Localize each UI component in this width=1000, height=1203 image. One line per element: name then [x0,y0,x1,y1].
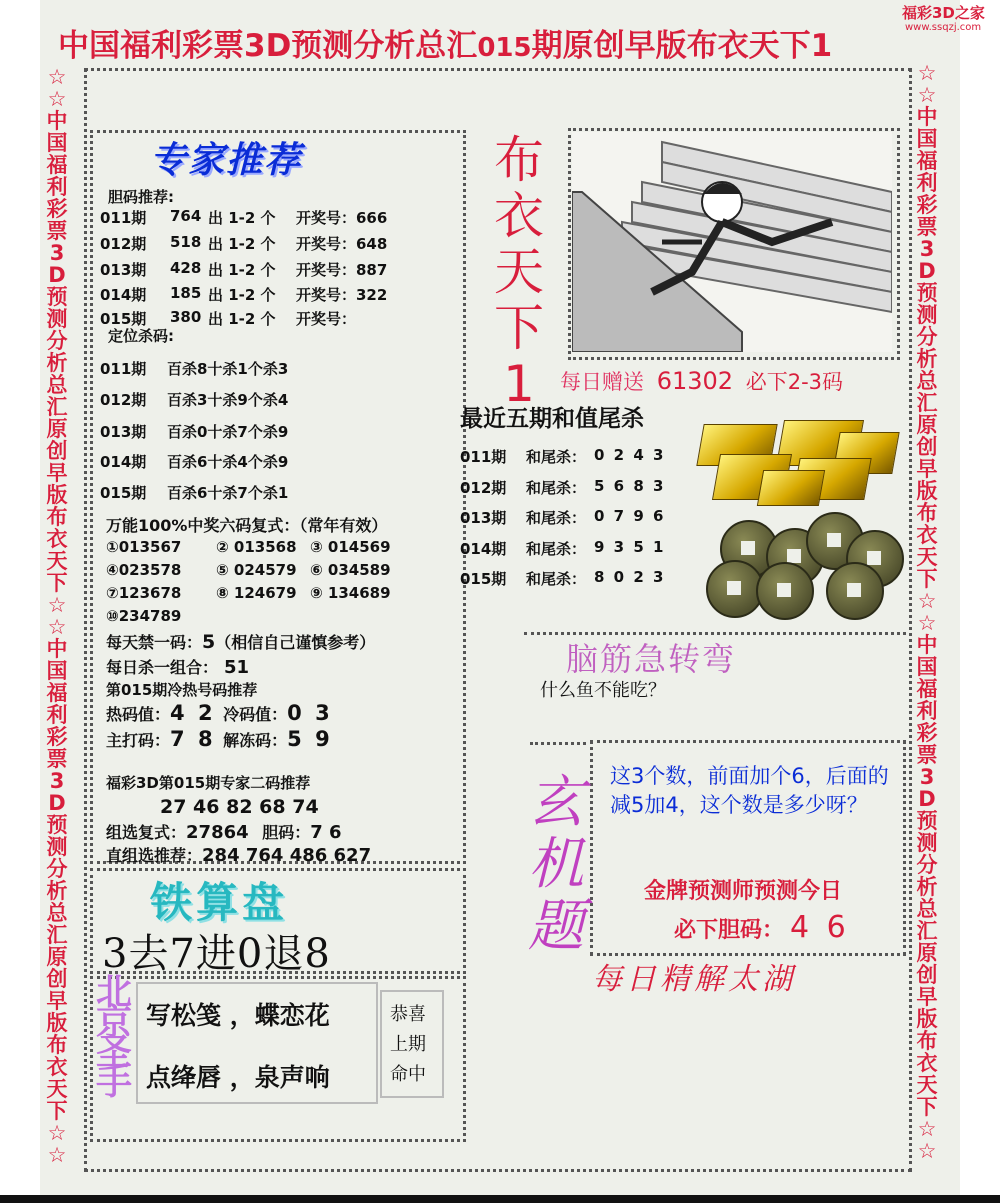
dan-out: 出 1-2 个 [208,310,276,328]
six-code-item: ①013567 [106,538,182,556]
dan-out: 出 1-2 个 [208,235,276,253]
two-code-numbers: 27 46 82 68 74 [160,796,319,818]
kill-issue: 015期 [100,484,147,502]
gift-line [560,366,843,396]
six-code-heading: 万能100%中奖六码复式：（常年有效） [106,516,388,535]
coin [826,562,884,620]
dan-result: 开奖号：887 [296,261,388,279]
hezhi-value: 5 6 8 3 [594,476,666,495]
ban-line [106,630,375,653]
dan-code: 764 [170,207,202,225]
xuanji-divider-left [530,742,586,745]
congrats-line: 恭喜 [390,1004,426,1025]
hezhi-issue: 015期 [460,570,507,588]
kill-issue: 011期 [100,360,147,378]
six-code-item: ② 013568 [216,538,297,556]
hotcold-heading: 第015期冷热号码推荐 [106,681,258,699]
hezhi-label: 和尾杀： [526,539,587,558]
hezhi-value: 0 2 4 3 [594,446,666,464]
gold-bar [757,470,825,506]
hezhi-label: 和尾杀： [526,478,587,497]
six-code-item: ⑥ 034589 [310,561,391,579]
hezhi-label: 和尾杀： [526,448,587,466]
bottom-border [0,1195,1000,1203]
thaw-label: 解冻码： [223,731,288,750]
dan-code: 428 [170,259,202,277]
expert-title: 专家推荐 [150,140,303,181]
direct-value: 284 764 486 627 [202,845,372,866]
group-value: 27864 [186,822,249,843]
site-name: 福彩3D之家 [902,4,985,22]
main-line [106,727,333,751]
kill-text: 百杀8十杀1个杀3 [167,360,289,378]
two-code-heading: 福彩3D第015期专家二码推荐 [106,774,311,792]
page-title [58,20,832,65]
hezhi-label: 和尾杀： [526,570,587,588]
dan-result: 开奖号：648 [296,235,388,253]
congrats-line: 上期 [390,1034,426,1055]
gold-label: 必下胆码： [674,918,785,943]
dan-code: 380 [170,308,202,326]
gold-value: 4 6 [790,910,850,945]
dan-issue: 014期 [100,286,147,304]
hezhi-value: 9 3 5 1 [594,537,666,556]
ban-note: （相信自己谨慎参考） [215,633,376,652]
main-label: 主打码： [106,731,171,750]
dan-out: 出 1-2 个 [208,286,276,304]
dan-code: 518 [170,233,202,251]
tiesuanpan-title: 铁算盘 [150,878,289,927]
hezhi-issue: 012期 [460,478,507,497]
ban-value: 5 [202,631,216,653]
kill-heading: 定位杀码: [108,327,174,345]
stairs-cartoon-illustration [572,132,892,352]
gift-suffix: 必下2-3码 [745,370,844,394]
cold-label: 冷码值： [223,705,288,724]
xuanji-question: 这3个数，前面加个6，后面的减5加4，这个数是多少呀？ [610,764,889,817]
hezhi-issue: 011期 [460,448,507,466]
two-dan-label: 胆码： [262,823,311,842]
side-text-left: ☆☆中国福利彩票3D预测分析总汇原创早版布衣天下☆☆中国福利彩票3D预测分析总汇原创早版布衣天下☆☆ [46,66,68,1167]
dan-issue: 012期 [100,235,147,253]
six-code-item: ⑨ 134689 [310,584,391,602]
cold-value: 0 3 [287,701,333,725]
beijing-line1: 写松笺 ，蝶恋花 [146,1001,330,1030]
dan-out: 出 1-2 个 [208,209,276,227]
ban-label: 每天禁一码： [106,633,203,652]
gold-line2 [674,910,850,945]
riddle-title: 脑筋急转弯 [566,640,737,678]
direct-label: 直组选推荐： [106,846,203,865]
dan-issue: 011期 [100,209,147,227]
hezhi-issue: 013期 [460,509,507,527]
six-code-item: ③ 014569 [310,538,391,556]
six-code-item: ⑤ 024579 [216,561,297,579]
kill-text: 百杀0十杀7个杀9 [167,423,289,441]
hot-value: 4 2 [170,701,216,725]
hezhi-value: 0 7 9 6 [594,507,666,525]
gift-value: 61302 [656,367,734,395]
tiesuanpan-formula: 3去7进0退8 [102,931,331,977]
buyi-title: 布衣天下1 [494,131,544,413]
gift-label: 每日赠送 [560,370,644,394]
congrats-line: 命中 [390,1064,426,1085]
beijing-line2: 点绛唇 ，泉声响 [146,1063,330,1092]
kill-combo-label: 每日杀一组合： [106,658,219,677]
group-line [106,820,342,843]
gold-line1: 金牌预测师预测今日 [644,879,843,904]
hezhi-issue: 014期 [460,539,507,558]
thaw-value: 5 9 [287,727,333,751]
dan-code: 185 [170,284,202,302]
direct-line [106,843,371,866]
group-label: 组选复式： [106,823,187,842]
kill-text: 百杀6十杀7个杀1 [167,484,289,502]
kill-combo-value: 51 [224,657,250,678]
dan-result: 开奖号：322 [296,286,388,304]
hezhi-value: 8 0 2 3 [594,568,666,586]
six-code-item: ⑦123678 [106,584,182,602]
kill-text: 百杀6十杀4个杀9 [167,453,289,471]
hezhi-label: 和尾杀： [526,509,587,527]
two-dan-value: 7 6 [310,822,342,843]
kill-issue: 014期 [100,453,147,471]
title-part1: 中国福利彩票3D预测分析总汇 [58,28,478,64]
beijing-title: 北京圣手 [96,972,133,1103]
dan-result: 开奖号：666 [296,209,388,227]
six-code-item: ④023578 [106,561,182,579]
coin [756,562,814,620]
kill-issue: 012期 [100,391,147,409]
hotcold-line [106,701,333,725]
six-code-item: ⑧ 124679 [216,584,297,602]
title-part2: 期原创早版布衣天下1 [531,28,833,64]
xuanji-title: 玄机题 [528,770,584,959]
dan-out: 出 1-2 个 [208,261,276,279]
taihu-title: 每日精解太湖 [592,962,796,997]
kill-text: 百杀3十杀9个杀4 [167,391,289,409]
hot-label: 热码值： [106,705,171,724]
dan-heading: 胆码推荐: [108,188,174,206]
main-value: 7 8 [170,727,216,751]
dan-result: 开奖号： [296,310,357,328]
riddle-question: 什么鱼不能吃？ [540,680,666,701]
dan-issue: 015期 [100,310,147,328]
kill-combo-line [106,655,249,678]
title-issue: 015 [477,33,532,63]
side-text-right: ☆☆中国福利彩票3D预测分析总汇原创早版布衣天下☆☆中国福利彩票3D预测分析总汇原创早版布衣天下☆☆ [916,62,938,1163]
site-url: www.ssqzj.com [905,22,982,33]
dan-issue: 013期 [100,261,147,279]
hezhi-title: 最近五期和值尾杀 [460,405,644,432]
kill-issue: 013期 [100,423,147,441]
six-code-item: ⑩234789 [106,607,182,625]
